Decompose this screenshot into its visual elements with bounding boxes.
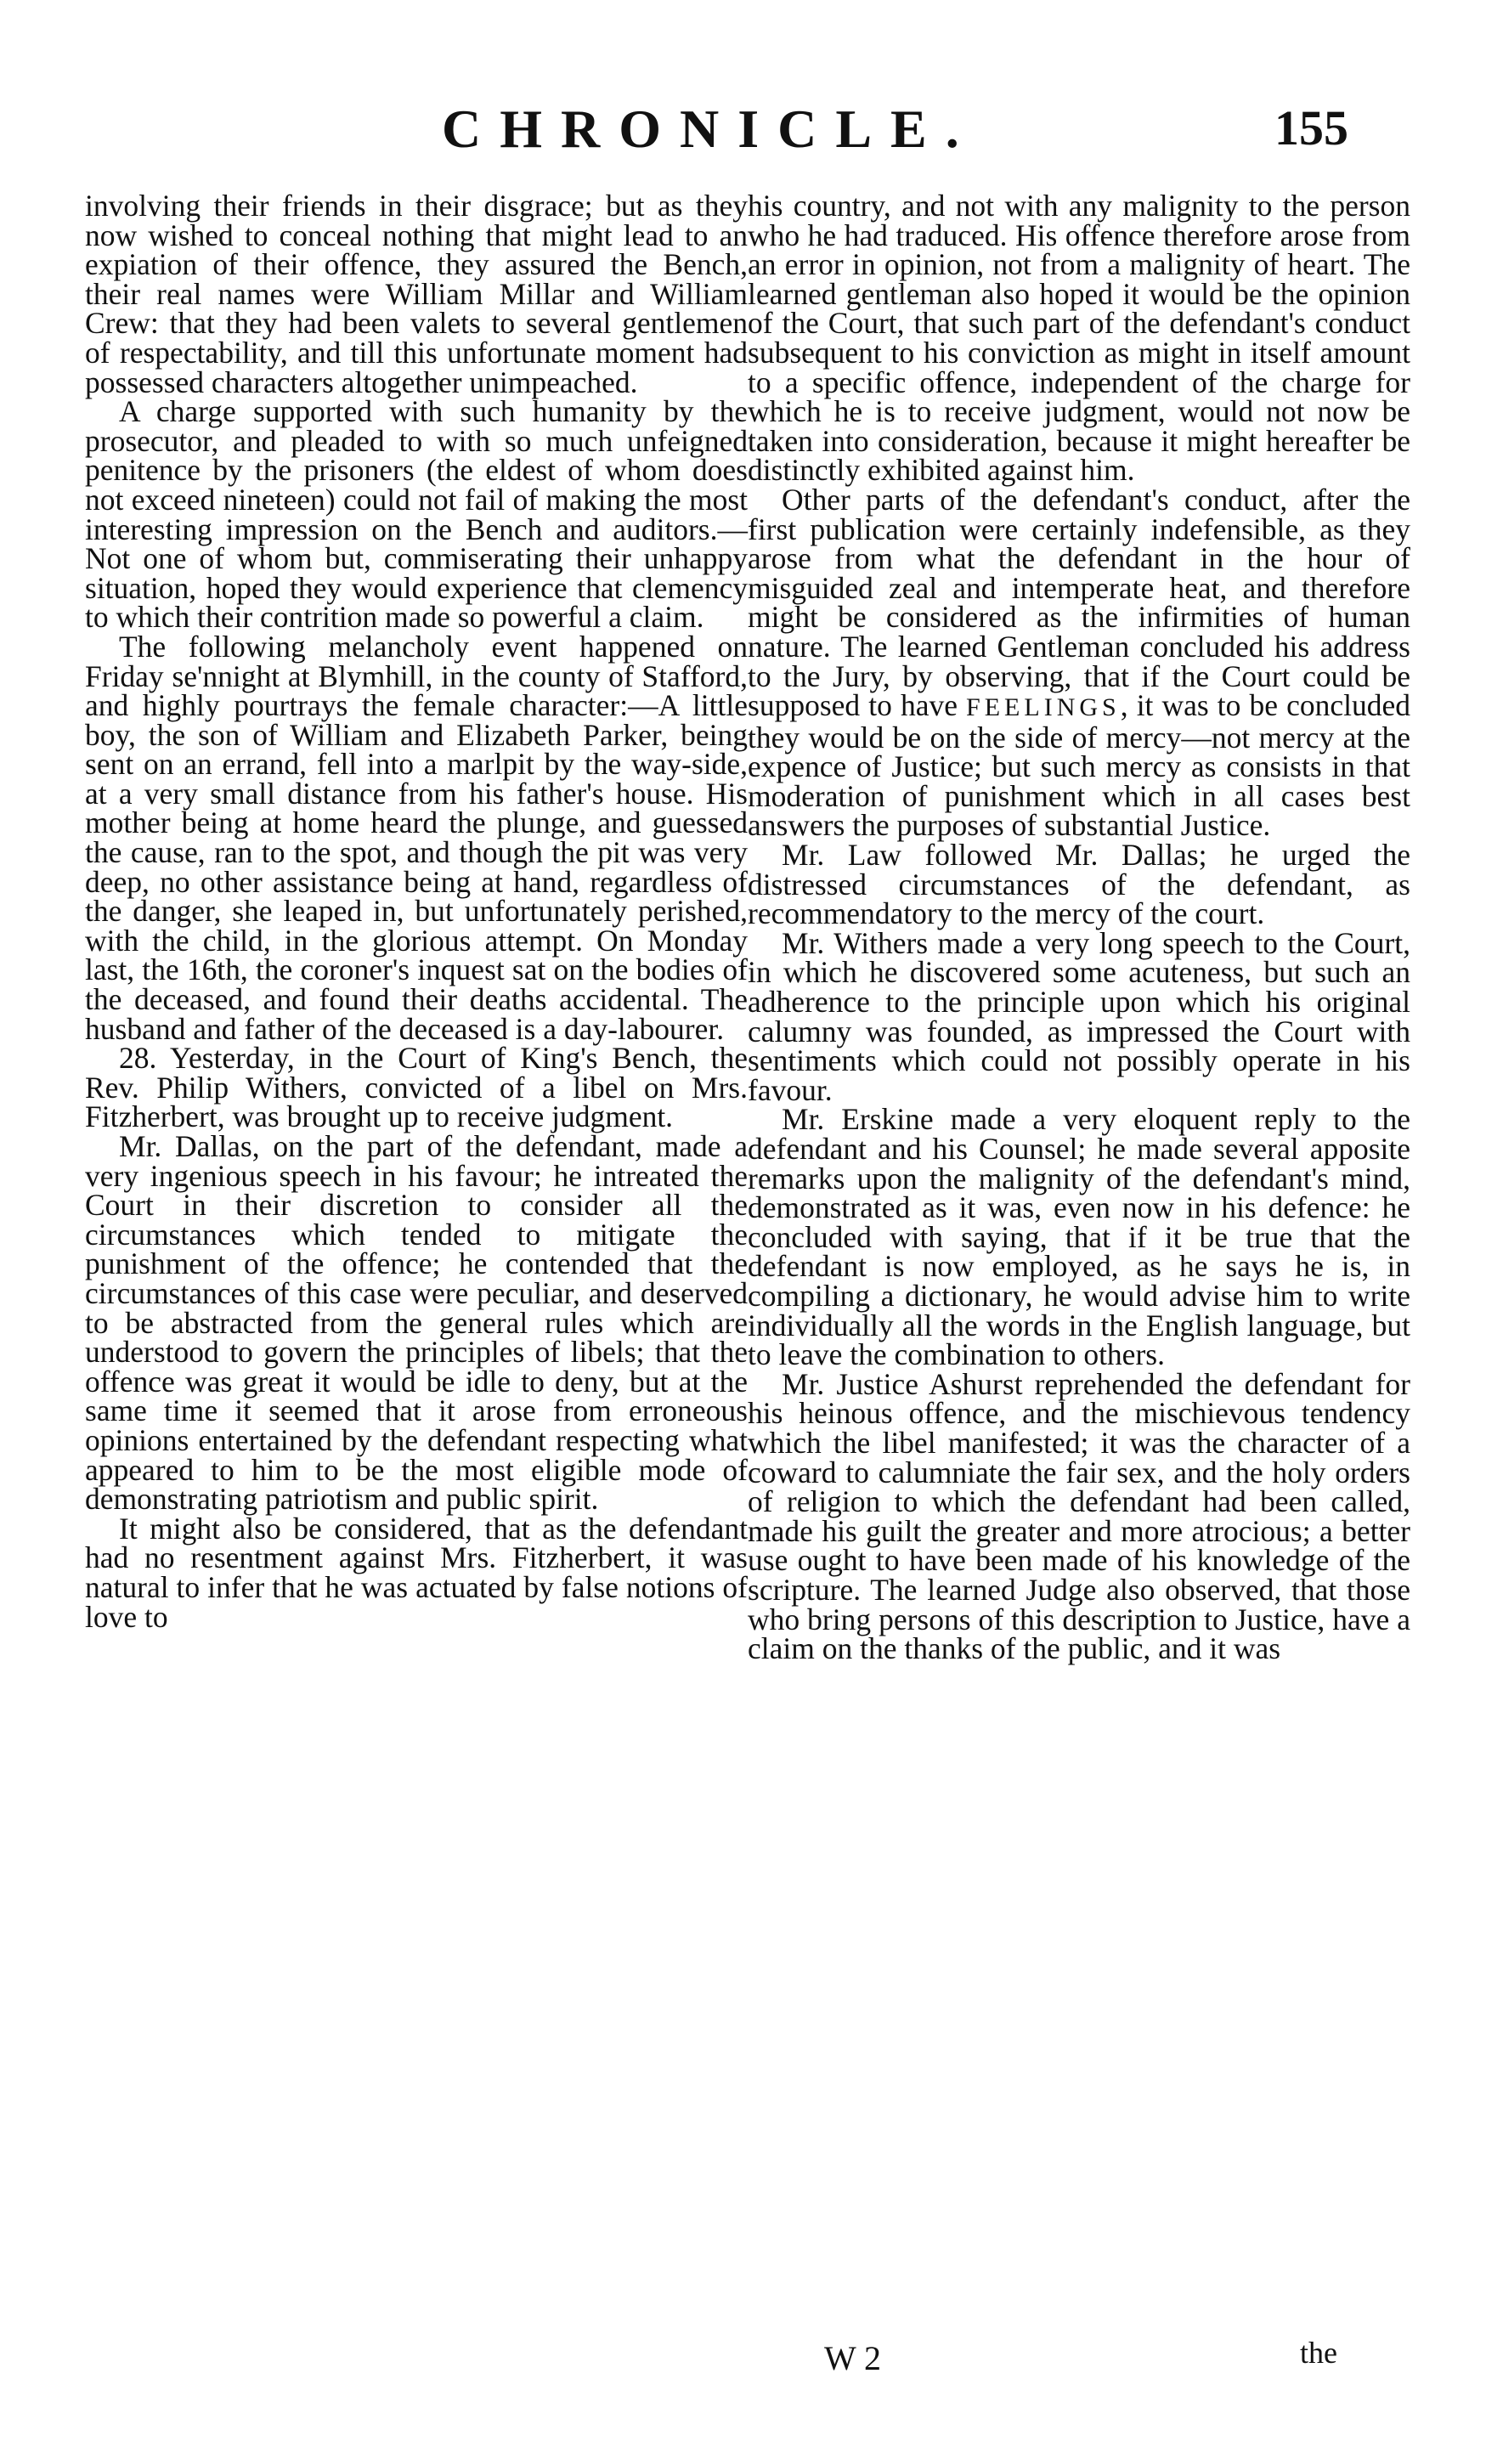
- left-paragraph-4: 28. Yesterday, in the Court of King's Bench, the Rev. Philip Withers, convicted of a libel on Mrs. Fitzherbert, was brought up to receive judgment.: [85, 1041, 748, 1134]
- left-paragraph-5: Mr. Dallas, on the part of the defendant, made a very ingenious speech in his favour; he intreated the Court in their discretion to consider all the circumstances which tended to mitigate the punishment of the offence; he contended that the circumstances of this case were peculiar, and deserved to be abstracted from the general rules which are understood to govern the principles of libels; that the offence was great it would be idle to deny, but at the same time it seemed that it arose from erroneous opinions entertained by the defendant respecting what appeared to him to be the most eligible mode of demonstrating patriotism and public spirit.: [85, 1129, 748, 1517]
- right-paragraph-2: [748, 482, 1410, 843]
- running-head: [0, 89, 1486, 166]
- left-paragraph-3: The following melancholy event happened on Friday se'nnight at Blymhill, in the county of Stafford, and highly pourtrays the female character:—A little boy, the son of William and Elizabeth Parker, being sent on an errand, fell into a marlpit by the way-side, at a very small distance from his father's house. His mother being at home heard the plunge, and guessed the cause, ran to the spot, and though the pit was very deep, no other assistance being at hand, regardless of the danger, she leaped in, but unfortunately perished, with the child, in the glorious attempt. On Monday last, the 16th, the coroner's inquest sat on the bodies of the deceased, and found their deaths accidental. The husband and father of the deceased is a day-labourer.: [85, 629, 748, 1046]
- right-paragraph-4: Mr. Withers made a very long speech to the Court, in which he discovered some acuteness, but such an adherence to the principle upon which his original calumny was founded, as impressed the Court with sentiments which could not possibly operate in his favour.: [748, 925, 1410, 1107]
- left-paragraph-1: involving their friends in their disgrace; but as they now wished to conceal nothing that might lead to an expiation of their offence, they assured the Bench, their real names were William Millar and William Crew: that they had been valets to several gentlemen of respectability, and till this unfortunate moment had possessed characters altogether unimpeached.: [85, 189, 748, 399]
- right-paragraph-3: Mr. Law followed Mr. Dallas; he urged the distressed circumstances of the defendant, as recommendatory to the mercy of the court.: [748, 838, 1410, 931]
- right-column: [748, 191, 1410, 1664]
- signature-mark: W 2: [824, 2339, 882, 2377]
- right-paragraph-2-start: Other parts of the defendant's conduct, after the first publication were certainly indefensible, as they arose from what the defendant in the hour of misguided zeal and intemperate heat, and therefore might be considered as the infirmities of human nature. The learned Gentleman concluded his address to the Jury, by observing, that if the Court could be supposed to have: [748, 482, 1410, 723]
- column-divider: [729, 191, 730, 2332]
- feelings-word: FEELINGS: [966, 693, 1121, 722]
- right-paragraph-1: his country, and not with any malignity to the person who he had traduced. His offence therefore arose from an error in opinion, not from a malignity of heart. The learned gentleman also hoped it would be the opinion of the Court, that such part of the defendant's conduct subsequent to his conviction as might in itself amount to a specific offence, independent of the charge for which he is to receive judgment, would not now be taken into consideration, because it might hereafter be distinctly exhibited against him.: [748, 189, 1410, 488]
- page-number: 155: [1274, 100, 1348, 155]
- right-paragraph-2-end: , it was to be concluded they would be on the side of mercy—not mercy at the expence of Justice; but such mercy as consists in that moderation of punishment which in all cases best answers the purposes of substantial Justice.: [748, 688, 1410, 843]
- catchword: the: [1300, 2336, 1337, 2370]
- right-paragraph-5: Mr. Erskine made a very eloquent reply to the defendant and his Counsel; he made several apposite remarks upon the malignity of the defendant's mind, demonstrated as it was, even now in his defence: he concluded with saying, that if it be true that the defendant is now employed, as he says he is, in compiling a dictionary, he would advise him to write individually all the words in the English language, but to leave the combination to others.: [748, 1102, 1410, 1372]
- left-paragraph-6: It might also be considered, that as the defendant had no resentment against Mrs. Fitzherbert, it was natural to infer that he was actuated by false notions of love to: [85, 1511, 748, 1634]
- left-paragraph-2: A charge supported with such humanity by the prosecutor, and pleaded to with so much unfeigned penitence by the prisoners (the eldest of whom does not exceed nineteen) could not fail of making the most interesting impression on the Bench and auditors.—Not one of whom but, commiserating their unhappy situation, hoped they would experience that clemency to which their contrition made so powerful a claim.: [85, 394, 748, 635]
- right-paragraph-6: Mr. Justice Ashurst reprehended the defendant for his heinous offence, and the mischievous tendency which the libel manifested; it was the character of a coward to calumniate the fair sex, and the holy orders of religion to which the defendant had been called, made his guilt the greater and more atrocious; a better use ought to have been made of his knowledge of the scripture. The learned Judge also observed, that those who bring persons of this description to Justice, have a claim on the thanks of the public, and it was: [748, 1366, 1410, 1666]
- page-title: CHRONICLE.: [442, 99, 978, 159]
- left-column: [85, 189, 748, 1634]
